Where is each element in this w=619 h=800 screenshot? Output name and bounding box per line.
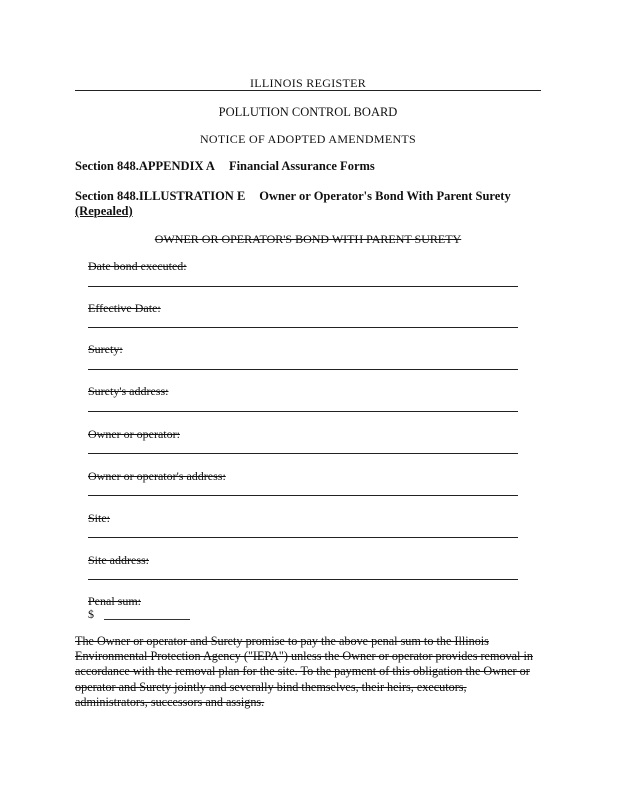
field-line [88,286,518,287]
field-effective-date: Effective Date: [88,301,161,315]
bond-paragraph: The Owner or operator and Surety promise to pay the above penal sum to the Illinois Environmental Protection Agency ("IEPA") unless the Owner or operator provides removal in accordance with the removal plan for the site. To the payment of this obligation the Owner or operator and Surety jointly and severally bind themselves, their heirs, executors, administrators, successors and assigns. [75,634,533,709]
repealed-status: (Repealed) [75,204,133,218]
appendix-number: Section 848.APPENDIX A [75,159,215,173]
field-surety-address: Surety's address: [88,384,169,398]
field-line [88,537,518,538]
illustration-title: Owner or Operator's Bond With Parent Surety [259,189,511,203]
appendix-title: Financial Assurance Forms [228,159,375,173]
illustration-number: Section 848.ILLUSTRATION E [75,189,246,203]
illustration-heading [75,189,511,204]
notice-title: NOTICE OF ADOPTED AMENDMENTS [199,132,417,146]
appendix-heading [75,159,375,174]
field-line [88,369,518,370]
field-line [88,453,518,454]
penal-sum-line [104,619,190,620]
field-line [88,579,518,580]
field-date-bond-executed: Date bond executed: [88,259,187,273]
field-line [88,411,518,412]
register-header: ILLINOIS REGISTER [75,76,541,91]
form-title: OWNER OR OPERATOR'S BOND WITH PARENT SURETY [154,232,462,246]
field-owner-operator: Owner or operator: [88,427,180,441]
field-penal-sum: Penal sum: [88,594,141,608]
field-line [88,495,518,496]
field-surety: Surety: [88,342,123,356]
field-line [88,327,518,328]
field-site-address: Site address: [88,553,149,567]
field-site: Site: [88,511,111,525]
currency-symbol: $ [88,607,94,621]
board-name: POLLUTION CONTROL BOARD [218,105,398,119]
field-owner-operator-address: Owner or operator's address: [88,469,226,483]
